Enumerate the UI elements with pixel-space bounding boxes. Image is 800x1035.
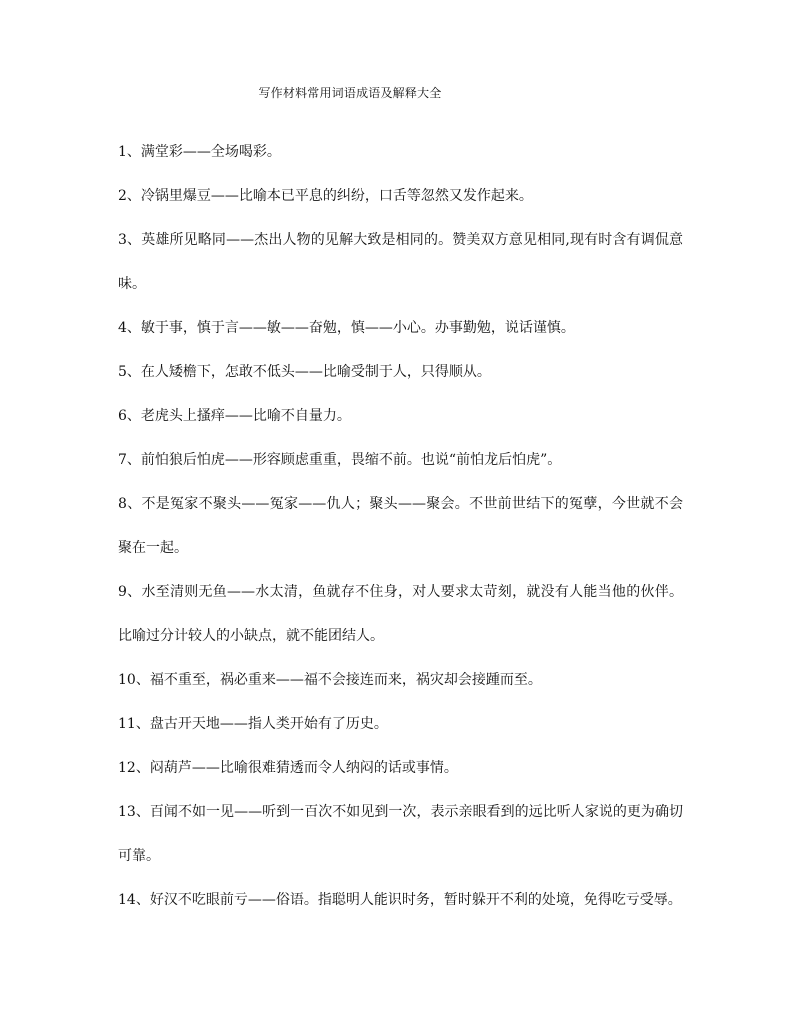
entry-item: 6、老虎头上搔痒——比喻不自量力。 (118, 408, 351, 424)
entry-item: 8、不是冤家不聚头——冤家——仇人；聚头——聚会。不世前世结下的冤孽，今世就不会聚在一起。 (118, 496, 683, 556)
entry-item: 3、英雄所见略同——杰出人物的见解大致是相同的。赞美双方意见相同,现有时含有调侃意味。 (118, 232, 683, 292)
entry-item: 7、前怕狼后怕虎——形容顾虑重重，畏缩不前。也说“前怕龙后怕虎”。 (118, 452, 562, 468)
entry-item: 14、好汉不吃眼前亏——俗语。指聪明人能识时务，暂时躲开不利的处境，免得吃亏受辱。 (118, 892, 682, 908)
entry-item: 2、冷锅里爆豆——比喻本已平息的纠纷，口舌等忽然又发作起来。 (118, 188, 533, 204)
entry-item: 5、在人矮檐下，怎敢不低头——比喻受制于人，只得顺从。 (118, 364, 491, 380)
entry-item: 10、福不重至，祸必重来——福不会接连而来，祸灾却会接踵而至。 (118, 672, 542, 688)
document-title: 写作材料常用词语成语及解释大全 (258, 86, 442, 100)
entry-item: 12、闷葫芦——比喻很难猜透而令人纳闷的话或事情。 (118, 760, 458, 776)
entry-item: 11、盘古开天地——指人类开始有了历史。 (118, 716, 388, 732)
entry-item: 13、百闻不如一见——听到一百次不如见到一次，表示亲眼看到的远比听人家说的更为确切可靠。 (118, 804, 683, 864)
entry-item: 9、水至清则无鱼——水太清，鱼就存不住身，对人要求太苛刻，就没有人能当他的伙伴。比喻过分计较人的小缺点，就不能团结人。 (118, 584, 683, 644)
entry-list (118, 130, 683, 922)
entry-item: 1、满堂彩——全场喝彩。 (118, 144, 281, 160)
entry-item: 4、敏于事，慎于言——敏——奋勉，慎——小心。办事勤勉，说话谨慎。 (118, 320, 575, 336)
